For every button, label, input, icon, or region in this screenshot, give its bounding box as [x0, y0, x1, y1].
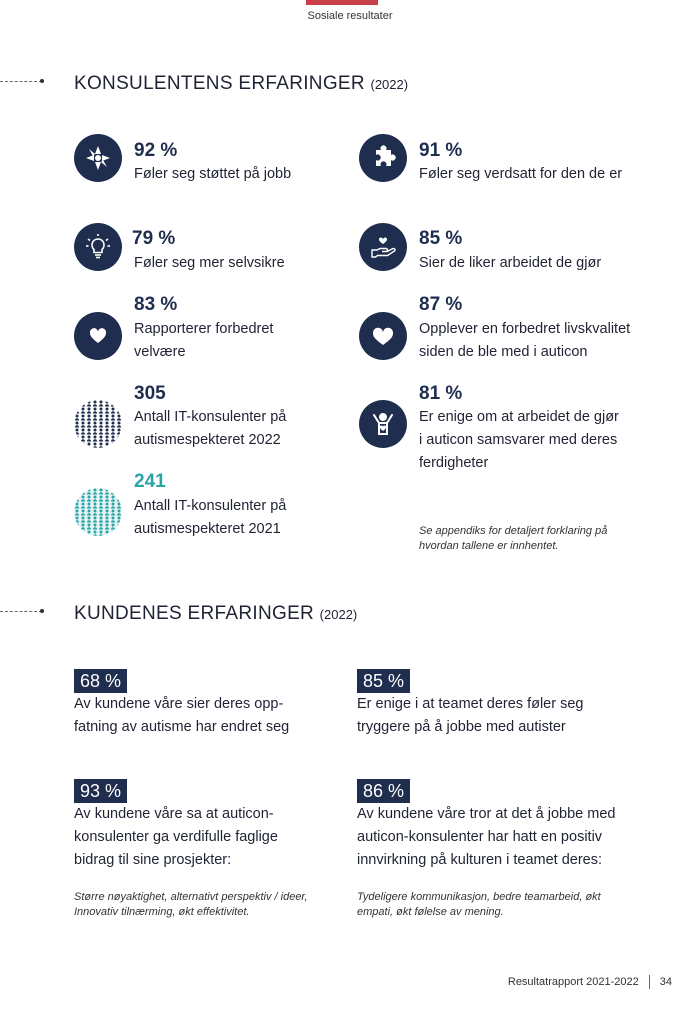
note-line: Større nøyaktighet, alternativt perspektiv / ideer, [74, 891, 308, 903]
stat-value: 241 [134, 471, 166, 492]
stat-value: 87 % [419, 294, 463, 315]
kunde-item-text [357, 693, 583, 739]
note-line: empati, økt følelse av mening. [357, 906, 504, 918]
percent-badge: 86 % [357, 779, 410, 803]
kunde-line: konsulenter ga verdifulle faglige [74, 829, 278, 845]
heart-icon [74, 312, 122, 360]
stat-text: Føler seg støttet på jobb [134, 166, 292, 182]
percent-badge: 93 % [74, 779, 127, 803]
stat-text [419, 318, 630, 364]
hand-heart-icon [359, 223, 407, 271]
konsulent-year: (2022) [370, 77, 409, 92]
stat-value: 81 % [419, 383, 463, 404]
kunde-note-right [357, 890, 601, 920]
kunde-line: auticon-konsulenter har hatt en positiv [357, 829, 603, 845]
note-line: hvordan tallene er innhentet. [419, 540, 559, 552]
konsulent-title: KONSULENTENS ERFARINGER [74, 73, 365, 94]
kunde-title: KUNDENES ERFARINGER [74, 603, 315, 624]
people-grid-icon [74, 400, 122, 448]
puzzle-icon [359, 134, 407, 182]
kunde-line: Av kundene våre sa at auticon- [74, 806, 274, 822]
stat-text-line: Antall IT-konsulenter på [134, 498, 287, 514]
stat-text [134, 406, 286, 452]
stat-text: Føler seg mer selvsikre [134, 255, 285, 271]
stat-value: 85 % [419, 228, 463, 249]
stat-text [134, 495, 286, 541]
konsulent-heading [74, 73, 408, 95]
people-grid-teal-icon [74, 488, 122, 536]
stat-value: 83 % [134, 294, 178, 315]
stat-text [419, 406, 619, 475]
stat-text-line: Opplever en forbedret livskvalitet [419, 321, 631, 337]
kunde-item-text [74, 693, 289, 739]
kunde-item-text [74, 803, 278, 872]
kunde-line: bidrag til sine prosjekter: [74, 852, 232, 868]
page-footer [508, 975, 672, 989]
appendix-note [419, 524, 607, 554]
stat-text-line: siden de ble med i auticon [419, 344, 588, 360]
stat-text-line: autismespekteret 2021 [134, 521, 281, 537]
stat-text-line: i auticon samsvarer med deres [419, 432, 618, 448]
person-celebrate-icon [359, 400, 407, 448]
stat-text-line: Rapporterer forbedret [134, 321, 274, 337]
top-accent-bar [306, 0, 378, 5]
kunde-line: fatning av autisme har endret seg [74, 719, 290, 735]
heading-dash-decoration [0, 81, 42, 82]
kunde-year: (2022) [319, 607, 358, 622]
stat-value: 305 [134, 383, 166, 404]
heart-icon [359, 312, 407, 360]
kunde-note-left [74, 890, 308, 920]
kunde-line: Av kundene våre sier deres opp- [74, 696, 284, 712]
stat-text-line: velvære [134, 344, 186, 360]
stat-text-line: Er enige om at arbeidet de gjør [419, 409, 619, 425]
kunde-line: innvirkning på kulturen i teamet deres: [357, 852, 603, 868]
kunde-heading [74, 603, 357, 625]
kunde-item-text [357, 803, 615, 872]
stat-text: Sier de liker arbeidet de gjør [419, 255, 602, 271]
note-line: Tydeligere kommunikasjon, bedre teamarbeid, økt [357, 891, 601, 903]
stat-text-line: ferdigheter [419, 455, 489, 471]
note-line: Se appendiks for detaljert forklaring på [419, 525, 608, 537]
stat-text [134, 318, 273, 364]
percent-badge: 85 % [357, 669, 410, 693]
kunde-line: Er enige i at teamet deres føler seg [357, 696, 584, 712]
stat-value: 79 % [132, 228, 176, 249]
note-line: Innovativ tilnærming, økt effektivitet. [74, 906, 250, 918]
page-number: 34 [659, 976, 672, 988]
stat-value: 92 % [134, 140, 178, 161]
stat-text-line: autismespekteret 2022 [134, 432, 281, 448]
footer-separator [649, 975, 650, 989]
stat-value: 91 % [419, 140, 463, 161]
kunde-line: tryggere på å jobbe med autister [357, 719, 566, 735]
kunde-line: Av kundene våre tror at det å jobbe med [357, 806, 616, 822]
hands-together-icon [74, 134, 122, 182]
section-label: Sosiale resultater [307, 10, 393, 22]
percent-badge: 68 % [74, 669, 127, 693]
lightbulb-icon [74, 223, 122, 271]
stat-text-line: Antall IT-konsulenter på [134, 409, 287, 425]
report-title: Resultatrapport 2021-2022 [507, 976, 639, 988]
heading-dash-decoration [0, 611, 42, 612]
stat-text: Føler seg verdsatt for den de er [419, 166, 623, 182]
